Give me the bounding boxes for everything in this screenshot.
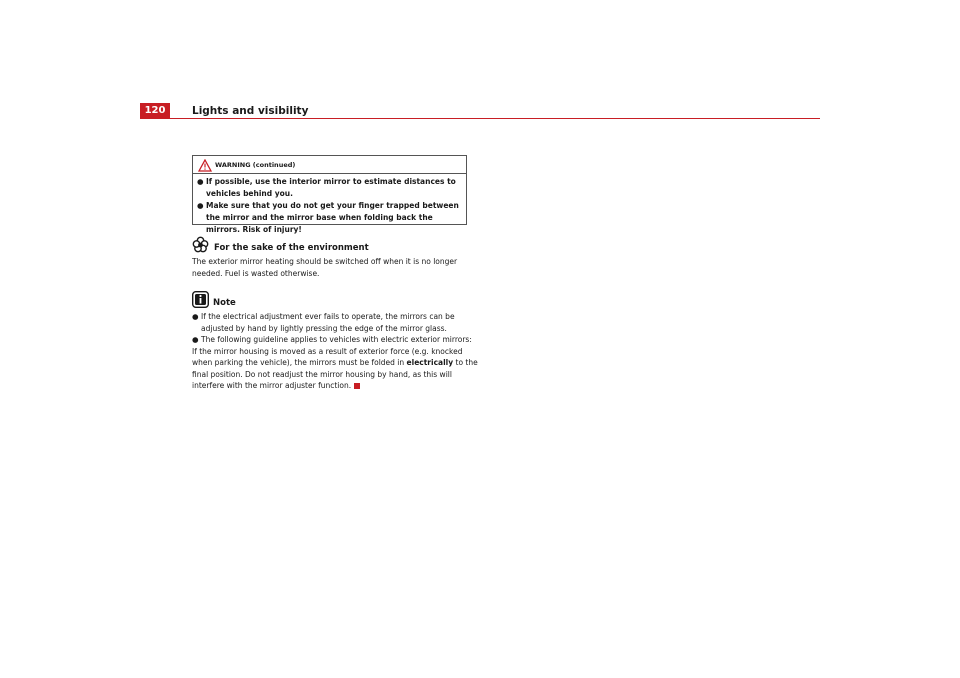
page-header: [140, 103, 820, 119]
info-note-icon: [192, 291, 209, 308]
warning-bullet: [197, 176, 465, 200]
warning-title: WARNING (continued): [215, 161, 296, 169]
page-number: 120: [140, 103, 170, 119]
note-body: [192, 311, 482, 392]
note-bullet: [192, 334, 482, 346]
note-bullet-text: If the electrical adjustment ever fails to operate, the mirrors can be adjusted by hand by lightly pressing the edge of the mirror glass.: [201, 312, 455, 333]
section-title: Lights and visibility: [192, 105, 309, 117]
end-of-section-icon: [354, 383, 360, 389]
warning-triangle-icon: [198, 159, 212, 172]
note-text: If the mirror housing is moved as a result of exterior force (e.g. knocked when parking the vehicle), the mirrors must be folded in: [192, 346, 463, 367]
note-bold-word: electrically: [406, 358, 454, 367]
note-bullet-text: The following guideline applies to vehicles with electric exterior mirrors:: [201, 335, 472, 344]
environment-text: The exterior mirror heating should be switched off when it is no longer needed. Fuel is wasted otherwise.: [192, 257, 458, 278]
bullet-icon: ●: [197, 177, 204, 186]
warning-box: [192, 155, 467, 234]
bullet-icon: ●: [192, 312, 199, 321]
environment-title: For the sake of the environment: [214, 243, 369, 253]
note-bullet: [192, 311, 482, 334]
note-title: Note: [213, 298, 236, 308]
bullet-icon: ●: [192, 335, 199, 344]
note-text: to the final position. Do not readjust the mirror housing by hand, as this will interfere with the mirror adjuster function.: [192, 358, 478, 390]
warning-bullet-text: If possible, use the interior mirror to estimate distances to vehicles behind you.: [206, 177, 456, 198]
warning-body: [197, 176, 465, 236]
bullet-icon: ●: [197, 201, 204, 210]
warning-bullet-text: Make sure that you do not get your finger trapped between the mirror and the mirror base when folding back the mirrors. Risk of injury!: [206, 201, 459, 234]
note-paragraph: [192, 346, 482, 392]
warning-rule: [193, 173, 466, 174]
flower-icon: [192, 236, 209, 253]
warning-bullet: [197, 200, 465, 236]
header-rule: [170, 118, 820, 119]
